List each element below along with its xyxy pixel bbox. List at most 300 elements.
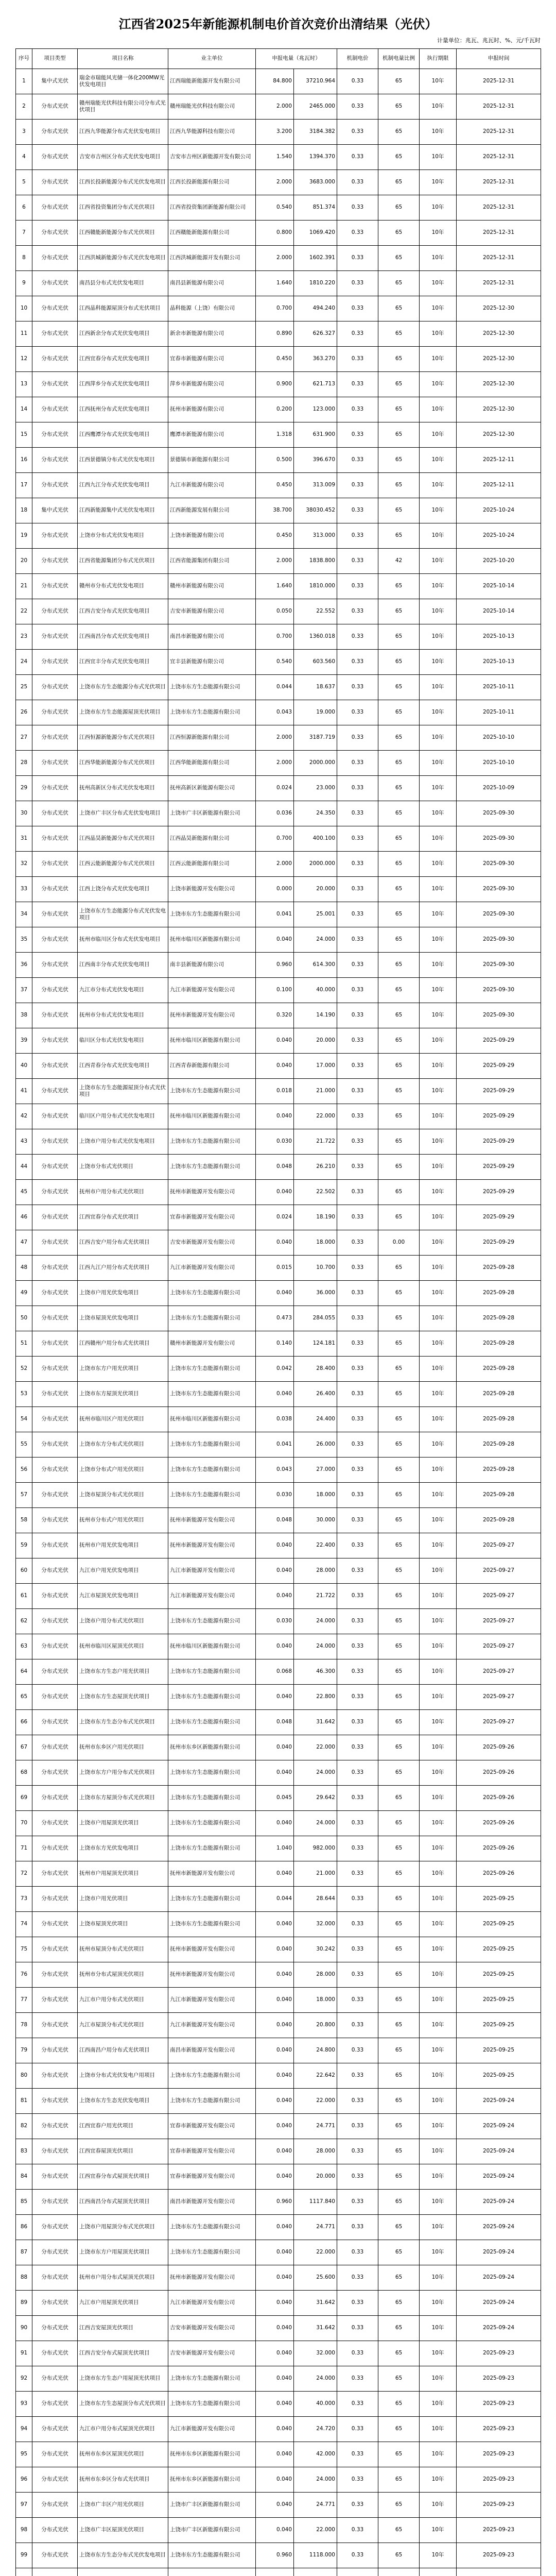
cell-project: 上饶市屋顶分布式光伏项目 (78, 1483, 168, 1508)
cell-project: 江西吉安户用分布式光伏项目 (78, 1230, 168, 1256)
cell-type: 集中式光伏 (32, 69, 78, 94)
cell-term: 10年 (420, 1634, 457, 1659)
cell-index: 36 (16, 953, 32, 978)
cell-project: 上饶市东方生态分布式光伏发电项目 (78, 2543, 168, 2568)
cell-capacity: 0.040 (256, 1054, 294, 1079)
cell-price: 0.33 (337, 574, 378, 599)
cell-owner: 上饶市东方生态能源有限公司 (168, 1306, 256, 1331)
cell-ratio: 65 (378, 2215, 420, 2240)
cell-project: 江西九华能源分布式光伏发电项目 (78, 120, 168, 145)
cell-project: 江西鹰潭分布式光伏发电项目 (78, 422, 168, 448)
cell-energy: 494.240 (294, 296, 337, 321)
cell-owner: 吉安市吉州区新能源开发有限公司 (168, 145, 256, 170)
cell-index: 26 (16, 700, 32, 725)
cell-index: 14 (16, 397, 32, 422)
cell-date: 2025-12-31 (457, 221, 541, 246)
cell-price: 0.33 (337, 2114, 378, 2139)
cell-type: 分布式光伏 (32, 1432, 78, 1458)
cell-capacity: 0.042 (256, 1357, 294, 1382)
cell-term: 10年 (420, 700, 457, 725)
cell-index: 2 (16, 94, 32, 120)
cell-type: 分布式光伏 (32, 1634, 78, 1659)
cell-capacity: 0.040 (256, 2316, 294, 2341)
cell-capacity: 0.040 (256, 2038, 294, 2063)
cell-project: 上饶市东方生态能源屋顶光伏项目 (78, 700, 168, 725)
cell-project: 上饶市屋顶光伏项目 (78, 1912, 168, 1937)
cell-term: 10年 (420, 120, 457, 145)
cell-energy: 400.100 (294, 826, 337, 852)
cell-date: 2025-09-28 (457, 1508, 541, 1533)
cell-term: 10年 (420, 902, 457, 927)
cell-energy: 631.900 (294, 422, 337, 448)
cell-project: 上饶市东方生态屋顶光伏项目 (78, 1685, 168, 1710)
cell-energy: 24.400 (294, 1407, 337, 1432)
cell-term: 10年 (420, 852, 457, 877)
cell-energy: 20.000 (294, 1028, 337, 1054)
cell-term: 10年 (420, 1558, 457, 1584)
cell-ratio: 65 (378, 675, 420, 700)
cell-index: 44 (16, 1155, 32, 1180)
cell-date: 2025-09-26 (457, 1735, 541, 1760)
cell-owner: 上饶市新能源开发有限公司 (168, 877, 256, 902)
cell-energy: 25.001 (294, 902, 337, 927)
cell-index: 25 (16, 675, 32, 700)
table-row (16, 120, 541, 145)
cell-ratio: 65 (378, 1357, 420, 1382)
cell-energy: 363.270 (294, 347, 337, 372)
cell-term: 10年 (420, 1811, 457, 1836)
cell-price: 0.33 (337, 271, 378, 296)
cell-index: 57 (16, 1483, 32, 1508)
cell-capacity: 2.000 (256, 170, 294, 195)
cell-ratio: 0.00 (378, 1230, 420, 1256)
cell-price: 0.33 (337, 2063, 378, 2089)
cell-energy: 24.000 (294, 2366, 337, 2392)
cell-capacity: 0.040 (256, 2063, 294, 2089)
cell-ratio: 65 (378, 801, 420, 826)
cell-index: 92 (16, 2366, 32, 2392)
table-row (16, 2063, 541, 2089)
cell-price: 0.33 (337, 1003, 378, 1028)
cell-project: 九江市户用分布式屋顶光伏项目 (78, 2417, 168, 2442)
cell-date: 2025-12-31 (457, 246, 541, 271)
cell-date: 2025-10-10 (457, 751, 541, 776)
cell-capacity: 0.040 (256, 2291, 294, 2316)
cell-energy: 28.400 (294, 1357, 337, 1382)
cell-date: 2025-09-28 (457, 1357, 541, 1382)
cell-date: 2025-10-24 (457, 523, 541, 549)
cell-project: 抚州市户用分布式屋顶光伏项目 (78, 2265, 168, 2291)
cell-index: 91 (16, 2341, 32, 2366)
cell-date: 2025-09-24 (457, 2164, 541, 2190)
cell-date: 2025-09-28 (457, 1331, 541, 1357)
table-row (16, 1205, 541, 1230)
cell-ratio: 65 (378, 2291, 420, 2316)
cell-capacity: 38.700 (256, 498, 294, 523)
cell-energy: 25.600 (294, 2265, 337, 2291)
table-row (16, 2240, 541, 2265)
cell-index: 34 (16, 902, 32, 927)
cell-capacity: 0.040 (256, 1937, 294, 1962)
table-row (16, 1180, 541, 1205)
cell-type: 分布式光伏 (32, 422, 78, 448)
cell-ratio (378, 2568, 420, 2576)
table-row (16, 624, 541, 650)
cell-energy: 30.242 (294, 1937, 337, 1962)
cell-ratio: 65 (378, 2467, 420, 2493)
cell-ratio: 65 (378, 1003, 420, 1028)
cell-energy: 124.181 (294, 1331, 337, 1357)
cell-type: 分布式光伏 (32, 1508, 78, 1533)
cell-owner: 上饶市东方生态能源有限公司 (168, 2215, 256, 2240)
cell-ratio: 65 (378, 1659, 420, 1685)
cell-price: 0.33 (337, 978, 378, 1003)
table-body (16, 69, 541, 2576)
cell-capacity: 0.040 (256, 2114, 294, 2139)
cell-date: 2025-09-23 (457, 2493, 541, 2518)
cell-ratio: 65 (378, 1760, 420, 1786)
cell-type: 分布式光伏 (32, 271, 78, 296)
cell-date: 2025-09-24 (457, 2190, 541, 2215)
cell-price: 0.33 (337, 422, 378, 448)
cell-owner: 抚州市临川区新能源有限公司 (168, 1028, 256, 1054)
cell-index: 77 (16, 1988, 32, 2013)
cell-capacity: 1.318 (256, 422, 294, 448)
cell-owner: 上饶市东方生态能源有限公司 (168, 1836, 256, 1861)
cell-index: 74 (16, 1912, 32, 1937)
cell-index: 47 (16, 1230, 32, 1256)
cell-capacity: 0.024 (256, 776, 294, 801)
cell-index: 58 (16, 1508, 32, 1533)
cell-index: 10 (16, 296, 32, 321)
cell-project: 南昌县分布式光伏发电项目 (78, 271, 168, 296)
cell-index: 1 (16, 69, 32, 94)
cell-capacity: 0.045 (256, 1786, 294, 1811)
cell-date: 2025-09-26 (457, 1811, 541, 1836)
cell-capacity: 0.040 (256, 1028, 294, 1054)
cell-energy: 1602.391 (294, 246, 337, 271)
cell-capacity: 0.040 (256, 1811, 294, 1836)
cell-project: 江西宜春分布式光伏发电项目 (78, 347, 168, 372)
cell-price: 0.33 (337, 1937, 378, 1962)
cell-date: 2025-09-24 (457, 2291, 541, 2316)
cell-type: 分布式光伏 (32, 1609, 78, 1634)
cell-date: 2025-09-27 (457, 1634, 541, 1659)
cell-capacity: 0.140 (256, 1331, 294, 1357)
cell-date: 2025-12-30 (457, 296, 541, 321)
cell-price: 0.33 (337, 1256, 378, 1281)
cell-date: 2025-09-27 (457, 1685, 541, 1710)
cell-project: 九江市屋顶光伏发电项目 (78, 1584, 168, 1609)
cell-energy: 27.000 (294, 1458, 337, 1483)
cell-energy: 1360.018 (294, 624, 337, 650)
cell-date: 2025-09-25 (457, 1912, 541, 1937)
table-row (16, 2190, 541, 2215)
cell-price: 0.33 (337, 2417, 378, 2442)
cell-project: 上饶市东方屋顶光伏项目 (78, 1382, 168, 1407)
cell-date: 2025-09-23 (457, 2341, 541, 2366)
cell-energy: 20.800 (294, 2013, 337, 2038)
cell-price: 0.33 (337, 1786, 378, 1811)
cell-owner: 江西洪城新能源开发有限公司 (168, 246, 256, 271)
cell-owner: 宜春市新能源有限公司 (168, 347, 256, 372)
cell-index: 35 (16, 927, 32, 953)
cell-type: 分布式光伏 (32, 549, 78, 574)
cell-date: 2025-09-24 (457, 2215, 541, 2240)
table-row (16, 1230, 541, 1256)
cell-energy: 21.722 (294, 1129, 337, 1155)
cell-energy: 621.713 (294, 372, 337, 397)
cell-type: 分布式光伏 (32, 2089, 78, 2114)
cell-type: 分布式光伏 (32, 473, 78, 498)
cell-index: 99 (16, 2543, 32, 2568)
cell-date: 2025-09-25 (457, 1988, 541, 2013)
cell-price: 0.33 (337, 776, 378, 801)
cell-type: 分布式光伏 (32, 2265, 78, 2291)
cell-project: 抚州市户用分布式光伏项目 (78, 1180, 168, 1205)
cell-ratio: 65 (378, 650, 420, 675)
cell-capacity: 0.040 (256, 2341, 294, 2366)
cell-term: 10年 (420, 1155, 457, 1180)
cell-energy: 1118.000 (294, 2543, 337, 2568)
table-row (16, 271, 541, 296)
cell-date: 2025-09-29 (457, 1205, 541, 1230)
cell-price: 0.33 (337, 2543, 378, 2568)
cell-energy: 40.000 (294, 978, 337, 1003)
cell-ratio: 65 (378, 2013, 420, 2038)
cell-energy: 31.642 (294, 2316, 337, 2341)
table-row (16, 852, 541, 877)
cell-term: 10年 (420, 1836, 457, 1861)
cell-date: 2025-09-29 (457, 1028, 541, 1054)
cell-index: 32 (16, 852, 32, 877)
cell-energy: 396.670 (294, 448, 337, 473)
table-row (16, 1306, 541, 1331)
cell-project: 抚州市临川区分布式光伏发电项目 (78, 927, 168, 953)
cell-type: 分布式光伏 (32, 624, 78, 650)
cell-capacity: 0.040 (256, 2392, 294, 2417)
cell-date: 2025-12-31 (457, 271, 541, 296)
cell-project: 江西吉安分布式屋顶光伏项目 (78, 2341, 168, 2366)
cell-ratio: 65 (378, 69, 420, 94)
cell-type: 分布式光伏 (32, 372, 78, 397)
cell-index: 88 (16, 2265, 32, 2291)
cell-date: 2025-12-11 (457, 473, 541, 498)
cell-date: 2025-12-11 (457, 448, 541, 473)
table-row (16, 170, 541, 195)
cell-owner: 抚州市新能源开发有限公司 (168, 1003, 256, 1028)
cell-owner: 吉安市新能源开发有限公司 (168, 2341, 256, 2366)
cell-term: 10年 (420, 751, 457, 776)
cell-owner: 晶科能源（上饶）有限公司 (168, 296, 256, 321)
cell-owner: 九江市新能源开发有限公司 (168, 978, 256, 1003)
cell-project: 上饶市东方生态屋顶分布式光伏项目 (78, 2392, 168, 2417)
cell-ratio: 65 (378, 195, 420, 221)
cell-owner: 抚州市新能源开发有限公司 (168, 1508, 256, 1533)
cell-date: 2025-09-26 (457, 1836, 541, 1861)
cell-project: 九江市户用光伏发电项目 (78, 1558, 168, 1584)
cell-date: 2025-09-30 (457, 1003, 541, 1028)
cell-index: 30 (16, 801, 32, 826)
cell-project: 江西晶昊新能源分布式光伏项目 (78, 826, 168, 852)
cell-owner: 上饶市东方生态能源有限公司 (168, 675, 256, 700)
cell-energy: 24.720 (294, 2417, 337, 2442)
cell-price: 0.33 (337, 1306, 378, 1331)
cell-date: 2025-09-26 (457, 1861, 541, 1887)
cell-owner: 九江市新能源开发有限公司 (168, 1988, 256, 2013)
cell-type: 分布式光伏 (32, 1710, 78, 1735)
cell-type: 分布式光伏 (32, 675, 78, 700)
cell-ratio: 65 (378, 498, 420, 523)
cell-capacity: 0.540 (256, 195, 294, 221)
col-header-type: 项目类型 (32, 49, 78, 69)
cell-index: 27 (16, 725, 32, 751)
cell-capacity: 0.890 (256, 321, 294, 347)
cell-owner: 抚州市临川区新能源有限公司 (168, 927, 256, 953)
cell-index: 90 (16, 2316, 32, 2341)
cell-owner: 上饶市东方生态能源有限公司 (168, 1685, 256, 1710)
cell-project: 抚州市东乡区屋顶光伏项目 (78, 2442, 168, 2467)
cell-date: 2025-09-27 (457, 1710, 541, 1735)
table-row (16, 2139, 541, 2164)
cell-project: 江西抚州分布式光伏发电项目 (78, 397, 168, 422)
cell-type: 分布式光伏 (32, 2493, 78, 2518)
cell-index: 78 (16, 2013, 32, 2038)
table-row (16, 1407, 541, 1432)
table-row (16, 1357, 541, 1382)
cell-capacity: 0.473 (256, 1306, 294, 1331)
table-row (16, 523, 541, 549)
cell-owner: 江西省能源集团有限公司 (168, 549, 256, 574)
cell-owner: 上饶市东方生态能源有限公司 (168, 2240, 256, 2265)
cell-index: 7 (16, 221, 32, 246)
cell-owner: 上饶市东方生态能源有限公司 (168, 1079, 256, 1104)
cell-capacity: 0.040 (256, 1584, 294, 1609)
cell-term: 10年 (420, 1003, 457, 1028)
cell-capacity: 0.048 (256, 1710, 294, 1735)
cell-date: 2025-09-26 (457, 1760, 541, 1786)
cell-type: 分布式光伏 (32, 927, 78, 953)
cell-project: 抚州市分布式屋顶光伏项目 (78, 1962, 168, 1988)
cell-type: 分布式光伏 (32, 1937, 78, 1962)
cell-type: 分布式光伏 (32, 1230, 78, 1256)
cell-index: 75 (16, 1937, 32, 1962)
cell-ratio: 65 (378, 953, 420, 978)
cell-type: 分布式光伏 (32, 1180, 78, 1205)
cell-index: 79 (16, 2038, 32, 2063)
cell-type: 分布式光伏 (32, 826, 78, 852)
cell-owner: 吉安市新能源有限公司 (168, 599, 256, 624)
cell-energy: 22.000 (294, 1104, 337, 1129)
cell-energy: 31.642 (294, 1710, 337, 1735)
cell-ratio: 65 (378, 1508, 420, 1533)
cell-type: 分布式光伏 (32, 2341, 78, 2366)
cell-term: 10年 (420, 2291, 457, 2316)
cell-capacity: 0.048 (256, 1508, 294, 1533)
cell-energy: 2000.000 (294, 852, 337, 877)
cell-type: 分布式光伏 (32, 725, 78, 751)
cell-owner: 上饶市新能源有限公司 (168, 523, 256, 549)
cell-index: 59 (16, 1533, 32, 1558)
cell-project: 上饶市东方屋顶分布式光伏项目 (78, 1786, 168, 1811)
cell-ratio: 65 (378, 776, 420, 801)
cell-date: 2025-09-29 (457, 1054, 541, 1079)
cell-owner: 江西云能新能源有限公司 (168, 852, 256, 877)
cell-index: 61 (16, 1584, 32, 1609)
cell-capacity: 0.040 (256, 2493, 294, 2518)
cell-owner: 宜春市新能源开发有限公司 (168, 1205, 256, 1230)
cell-capacity: 0.450 (256, 347, 294, 372)
cell-project: 九江市分布式光伏发电项目 (78, 978, 168, 1003)
cell-ratio: 65 (378, 397, 420, 422)
table-row (16, 1962, 541, 1988)
cell-type: 分布式光伏 (32, 1458, 78, 1483)
cell-capacity: 0.040 (256, 1382, 294, 1407)
cell-energy: 14.190 (294, 1003, 337, 1028)
cell-project: 九江市户用屋顶光伏项目 (78, 2291, 168, 2316)
cell-project: 上饶市广丰区屋顶光伏项目 (78, 2518, 168, 2543)
table-row (16, 397, 541, 422)
cell-date: 2025-09-30 (457, 953, 541, 978)
cell-term: 10年 (420, 246, 457, 271)
cell-owner: 赣州瑞能光伏科技有限公司 (168, 94, 256, 120)
cell-capacity: 0.960 (256, 2543, 294, 2568)
cell-price: 0.33 (337, 1836, 378, 1861)
cell-owner: 九江市新能源开发有限公司 (168, 2417, 256, 2442)
cell-price: 0.33 (337, 1811, 378, 1836)
cell-ratio: 65 (378, 321, 420, 347)
cell-owner: 上饶市东方生态能源有限公司 (168, 700, 256, 725)
cell-price: 0.33 (337, 296, 378, 321)
cell-capacity: 0.040 (256, 1230, 294, 1256)
cell-price: 0.33 (337, 1331, 378, 1357)
cell-energy: 24.000 (294, 1609, 337, 1634)
cell-date: 2025-09-23 (457, 2467, 541, 2493)
cell-capacity: 0.040 (256, 2164, 294, 2190)
cell-price: 0.33 (337, 1054, 378, 1079)
cell-term: 10年 (420, 1180, 457, 1205)
cell-index: 48 (16, 1256, 32, 1281)
cell-project: 抚州市东乡区分布式光伏项目 (78, 2467, 168, 2493)
cell-price: 0.33 (337, 624, 378, 650)
cell-type (32, 2568, 78, 2576)
cell-energy: 313.000 (294, 523, 337, 549)
cell-price: 0.33 (337, 1079, 378, 1104)
cell-owner: 宜春市新能源开发有限公司 (168, 2114, 256, 2139)
cell-index: 68 (16, 1760, 32, 1786)
cell-energy: 18.190 (294, 1205, 337, 1230)
cell-capacity: 0.015 (256, 1256, 294, 1281)
col-header-owner: 业主单位 (168, 49, 256, 69)
cell-project: 江西宜春户用光伏项目 (78, 2114, 168, 2139)
cell-date: 2025-09-29 (457, 1180, 541, 1205)
cell-index: 65 (16, 1685, 32, 1710)
table-row (16, 2392, 541, 2417)
cell-project: 上饶市东方户用分布式光伏项目 (78, 1760, 168, 1786)
table-row (16, 69, 541, 94)
cell-energy: 36.000 (294, 1281, 337, 1306)
cell-date: 2025-09-24 (457, 2114, 541, 2139)
cell-ratio: 65 (378, 1558, 420, 1584)
col-header-index: 序号 (16, 49, 32, 69)
cell-ratio: 65 (378, 2417, 420, 2442)
cell-owner: 江西晶昊新能源有限公司 (168, 826, 256, 852)
cell-ratio: 65 (378, 574, 420, 599)
cell-ratio: 65 (378, 2265, 420, 2291)
cell-owner: 抚州市新能源开发有限公司 (168, 1937, 256, 1962)
cell-price (337, 2568, 378, 2576)
cell-date: 2025-10-14 (457, 574, 541, 599)
